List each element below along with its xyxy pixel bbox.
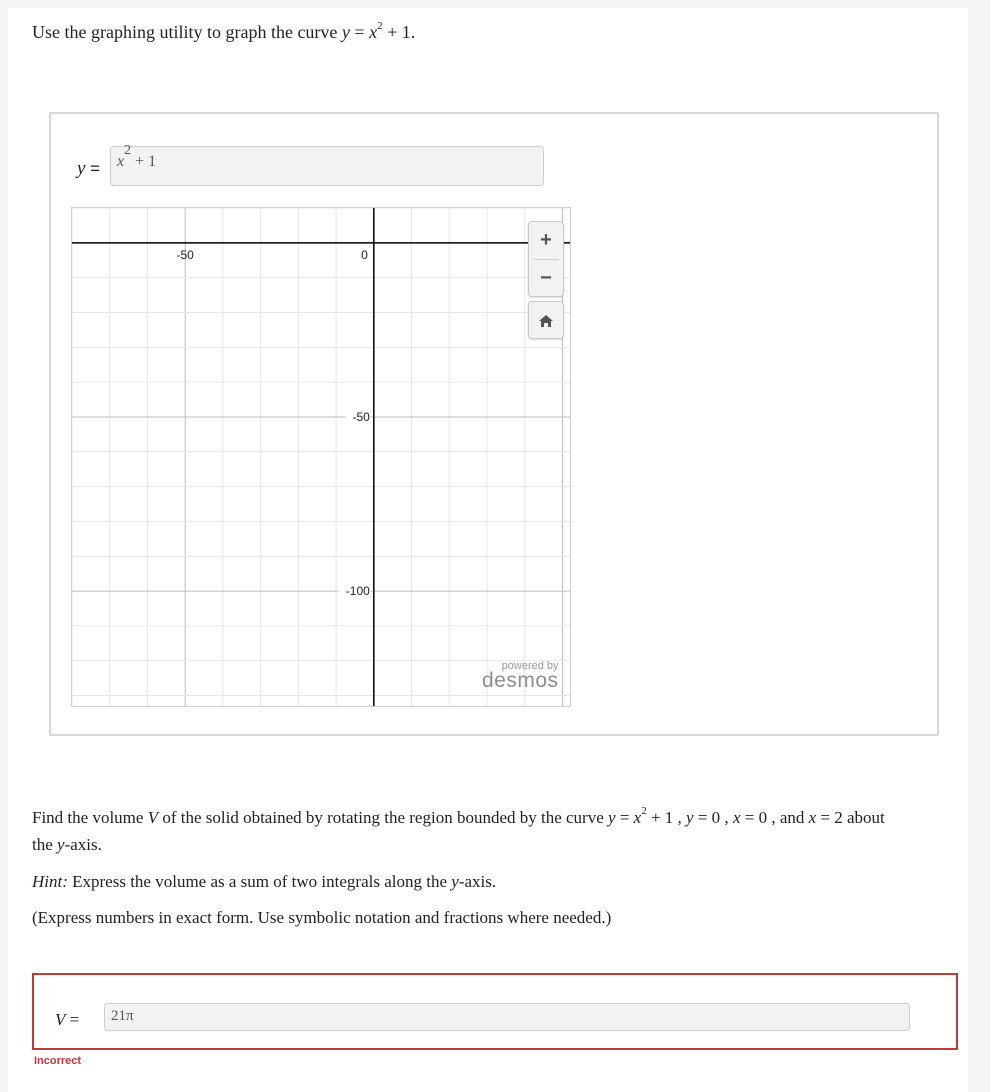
instructions-text: (Express numbers in exact form. Use symbolic notation and fractions where needed.) xyxy=(32,908,612,927)
expression-label: y = xyxy=(77,158,101,179)
prompt-text: Use the graphing utility to graph the curve $y = x^2 + 1$. xyxy=(32,20,416,42)
question-text: Find the volume V of the solid obtained by rotating the region bounded by the curve $y = x^2 + 1$ , y = 0 , x = 0 , and x = 2 about the y-axis. xyxy=(32,805,885,854)
page xyxy=(8,8,968,1092)
graph-canvas[interactable] xyxy=(72,208,570,706)
answer-label: V = xyxy=(55,1010,80,1029)
hint-text: Hint: Express the volume as a sum of two integrals along the y-axis. xyxy=(32,872,497,891)
answer-box xyxy=(32,973,958,1050)
zoom-in-button[interactable]: + xyxy=(540,229,552,251)
y-tick-label: -50 xyxy=(352,409,370,424)
incorrect-status: Incorrect xyxy=(34,1055,82,1067)
home-icon xyxy=(538,314,554,328)
origin-label: 0 xyxy=(361,247,368,262)
zoom-controls xyxy=(528,221,564,297)
desmos-logo[interactable] xyxy=(482,660,559,690)
expression-input[interactable]: $x^2 + 1$ xyxy=(110,146,544,186)
desmos-brand: desmos xyxy=(482,669,559,692)
desmos-graph[interactable] xyxy=(71,207,571,707)
powered-by-text: powered by xyxy=(501,660,559,672)
x-tick-label: -50 xyxy=(176,247,194,262)
y-tick-label: -100 xyxy=(345,584,370,599)
home-button[interactable] xyxy=(528,301,564,339)
answer-input[interactable]: 21π xyxy=(104,1003,910,1031)
zoom-out-button[interactable]: − xyxy=(540,267,552,289)
